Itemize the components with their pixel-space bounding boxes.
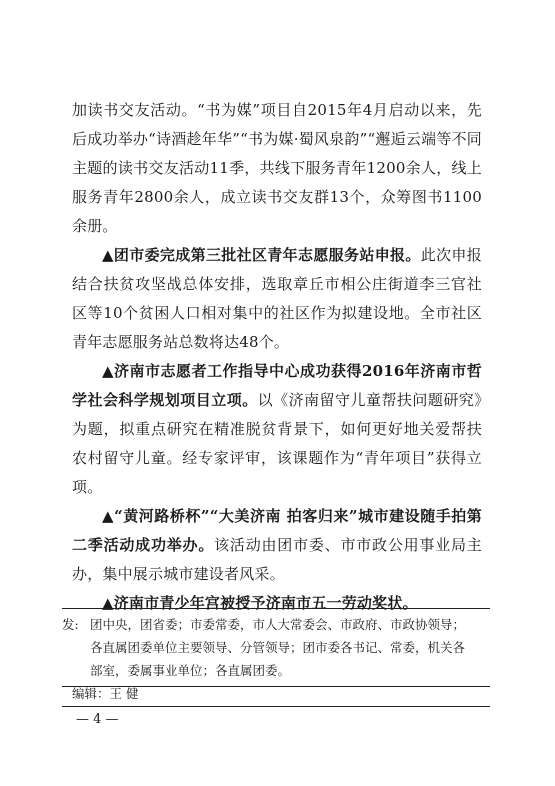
distribution-line: 部室，委属事业单位；各直属团委。 bbox=[90, 663, 291, 678]
paragraph-volunteer-stations: ▲团市委完成第三批社区青年志愿服务站申报。此次申报结合扶贫攻坚战总体安排，选取章丘市相公庄街道李三官社区等10个贫困人口相对集中的社区作为拟建设地。全市社区青年志愿服务站总数将达48个。 bbox=[72, 246, 482, 351]
divider bbox=[62, 706, 490, 707]
paragraph-photo-event: ▲“黄河路桥杯”“大美济南 拍客归来”城市建设随手拍第二季活动成功举办。该活动由团市委、市市政公用事业局主办，集中展示城市建设者风采。 bbox=[72, 507, 482, 583]
news-headline: ▲济南市志愿者工作指导中心成功获得2016年济南市哲学社会科学规划项目立项。 bbox=[72, 362, 482, 409]
body-text bbox=[72, 96, 482, 618]
distribution-line: 各直属团委单位主要领导、分管领导；团市委各书记、常委，机关各 bbox=[90, 640, 466, 655]
distribution-line: 团中央，团省委；市委常委，市人大常委会、市政府、市政协领导； bbox=[90, 617, 466, 632]
paragraph-intro: 加读书交友活动。“书为媒”项目自2015年4月启动以来，先后成功举办“诗酒趁年华”“书为媒·蜀风泉韵”“邂逅云端等不同主题的读书交友活动11季，共线下服务青年1200余人，线上服务青年2800余人，成立读书交友群13个，众筹图书1100余册。 bbox=[72, 101, 482, 235]
news-headline: ▲团市委完成第三批社区青年志愿服务站申报。 bbox=[102, 246, 421, 264]
paragraph-research-project: ▲济南市志愿者工作指导中心成功获得2016年济南市哲学社会科学规划项目立项。以《济南留守儿童帮扶问题研究》为题，拟重点研究在精准脱贫背景下，如何更好地关爱帮扶农村留守儿童。经专家评审，该课题作为“青年项目”获得立项。 bbox=[72, 362, 482, 496]
page-number: — 4 — bbox=[76, 712, 119, 727]
distribution-list bbox=[62, 608, 490, 687]
distribution-label: 发: bbox=[62, 617, 79, 632]
news-headline: ▲“黄河路桥杯”“大美济南 拍客归来”城市建设随手拍第二季活动成功举办。 bbox=[72, 507, 482, 554]
news-headline: ▲济南市青少年宫被授予济南市五一劳动奖状。 bbox=[102, 594, 418, 612]
editor-credit: 编辑：王 健 bbox=[72, 686, 139, 701]
